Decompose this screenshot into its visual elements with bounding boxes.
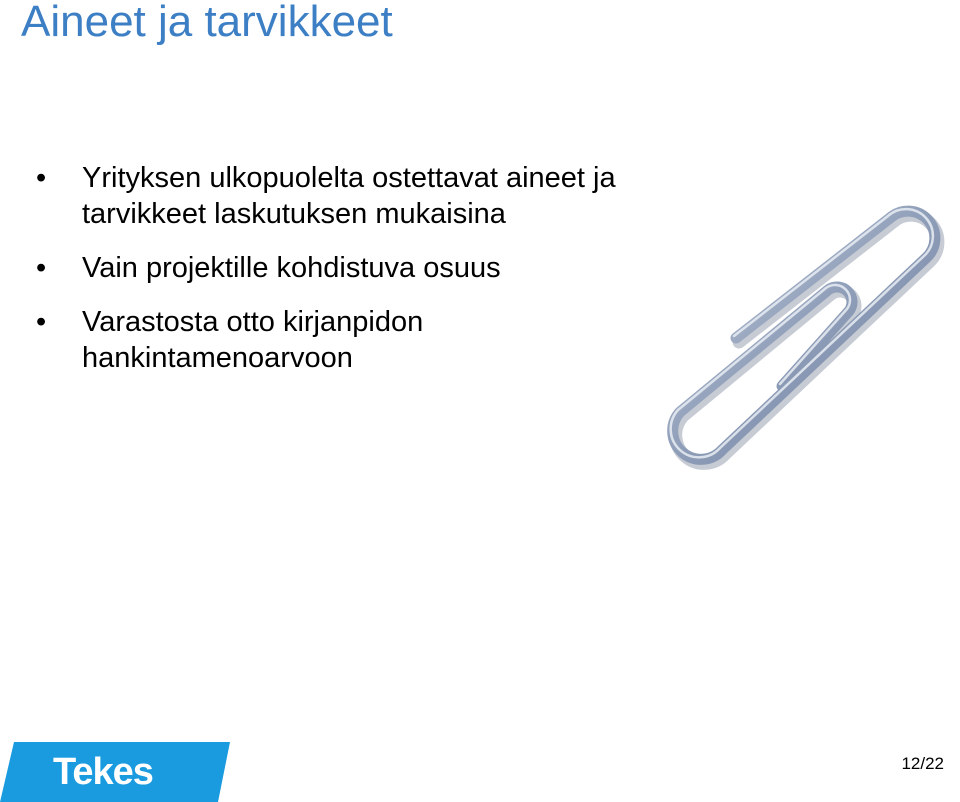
paperclip-shadow [676, 215, 938, 463]
tekes-logo-text: Tekes [53, 751, 153, 793]
bullet-line: Vain projektille kohdistuva osuus [82, 252, 501, 284]
bullet-dot: • [36, 306, 47, 338]
paperclip-icon [650, 180, 950, 490]
bullet-line: tarvikkeet laskutuksen mukaisina [82, 198, 506, 230]
paperclip-highlight [671, 209, 933, 457]
bullet-dot: • [36, 162, 47, 194]
bullet-line: hankintamenoarvoon [82, 342, 353, 374]
bullet-item [36, 250, 696, 286]
bullet-line: Yrityksen ulkopuolelta ostettavat aineet ja [82, 162, 616, 194]
bullet-item [36, 304, 696, 376]
bullet-list [36, 160, 696, 394]
bullet-dot: • [36, 252, 47, 284]
paperclip-wire [673, 211, 935, 459]
bullet-item [36, 160, 696, 232]
bullet-line: Varastosta otto kirjanpidon [82, 306, 424, 338]
page-number: 12/22 [901, 754, 944, 773]
slide-title: Aineet ja tarvikkeet [21, 0, 393, 46]
